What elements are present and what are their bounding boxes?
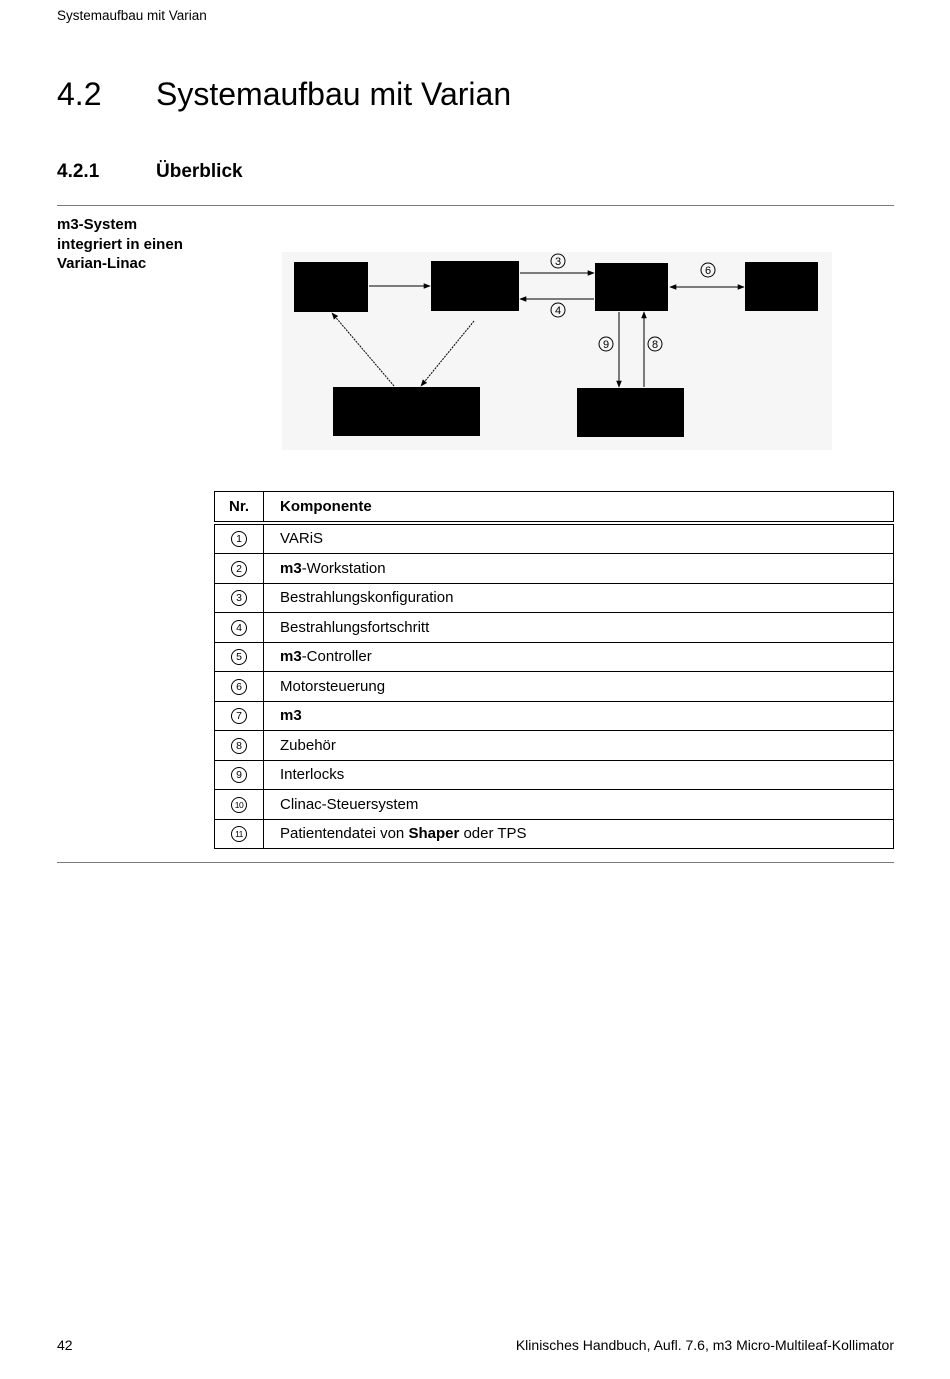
label-6-text: 6 xyxy=(704,265,712,277)
cell-nr xyxy=(215,583,264,613)
system-diagram-svg xyxy=(282,252,832,450)
cell-component xyxy=(264,523,894,554)
component-text: Clinac-Steuersystem xyxy=(280,795,419,813)
row-number-badge: 9 xyxy=(231,767,247,783)
table-row xyxy=(215,672,894,702)
component-text: Shaper xyxy=(408,825,460,843)
running-header: Systemaufbau mit Varian xyxy=(57,8,207,23)
box-clinac-control xyxy=(577,388,684,437)
footer-document-title: Klinisches Handbuch, Aufl. 7.6, m3 Micro-Multileaf-Kollimator xyxy=(515,1337,894,1353)
component-text: VARiS xyxy=(280,530,324,548)
component-text: m3 xyxy=(280,707,302,725)
component-text: -Controller xyxy=(301,648,372,666)
box-varis xyxy=(294,262,368,312)
cell-nr xyxy=(215,701,264,731)
side-label-line: m3-System xyxy=(57,216,138,233)
cell-nr xyxy=(215,731,264,761)
table-row xyxy=(215,554,894,584)
row-number-badge: 1 xyxy=(231,531,247,547)
row-number-badge: 10 xyxy=(231,797,247,813)
top-divider xyxy=(57,205,894,206)
table-row xyxy=(215,701,894,731)
label-9-text: 9 xyxy=(602,339,610,351)
component-text: Bestrahlungskonfiguration xyxy=(280,589,454,607)
cell-nr xyxy=(215,672,264,702)
table-row xyxy=(215,760,894,790)
row-number-badge: 4 xyxy=(231,620,247,636)
cell-component xyxy=(264,731,894,761)
table-row xyxy=(215,790,894,820)
cell-nr xyxy=(215,760,264,790)
table-row xyxy=(215,819,894,849)
cell-component xyxy=(264,583,894,613)
table-row xyxy=(215,642,894,672)
cell-nr xyxy=(215,554,264,584)
table-row xyxy=(215,613,894,643)
component-text: Patientendatei von xyxy=(280,825,409,843)
label-4-text: 4 xyxy=(554,305,562,317)
side-label-line: Varian-Linac xyxy=(57,255,147,272)
table-row xyxy=(215,523,894,554)
column-header-component: Komponente xyxy=(264,492,894,523)
table-header-row xyxy=(215,492,894,523)
column-header-nr: Nr. xyxy=(215,492,264,523)
box-controller xyxy=(595,263,668,311)
table-row xyxy=(215,583,894,613)
cell-component xyxy=(264,613,894,643)
row-number-badge: 8 xyxy=(231,738,247,754)
component-text: Zubehör xyxy=(280,736,336,754)
row-number-badge: 2 xyxy=(231,561,247,577)
box-m3 xyxy=(745,262,818,311)
footer-page-number: 42 xyxy=(57,1337,73,1353)
row-number-badge: 11 xyxy=(231,826,247,842)
section-number: 4.2 xyxy=(57,76,102,112)
cell-nr xyxy=(215,642,264,672)
components-table xyxy=(214,491,894,849)
cell-component xyxy=(264,790,894,820)
component-text: m3 xyxy=(280,559,302,577)
label-8-text: 8 xyxy=(651,339,659,351)
cell-component xyxy=(264,554,894,584)
component-text: m3 xyxy=(280,648,302,666)
subsection-number: 4.2.1 xyxy=(57,161,100,182)
label-3-text: 3 xyxy=(554,256,562,268)
subsection-title: Überblick xyxy=(156,161,243,182)
table-body xyxy=(215,523,894,849)
side-label-line: integriert in einen xyxy=(57,235,183,253)
bottom-divider xyxy=(57,862,894,863)
cell-nr xyxy=(215,613,264,643)
cell-component xyxy=(264,760,894,790)
cell-nr xyxy=(215,790,264,820)
cell-component xyxy=(264,672,894,702)
system-diagram xyxy=(282,252,832,450)
side-label xyxy=(57,215,217,274)
component-text: -Workstation xyxy=(301,559,386,577)
component-text: oder TPS xyxy=(459,825,527,843)
section-title: Systemaufbau mit Varian xyxy=(156,76,512,112)
cell-nr xyxy=(215,523,264,554)
box-workstation xyxy=(431,261,519,311)
cell-component xyxy=(264,642,894,672)
cell-nr xyxy=(215,819,264,849)
component-text: Interlocks xyxy=(280,766,345,784)
cell-component xyxy=(264,701,894,731)
cell-component xyxy=(264,819,894,849)
component-text: Motorsteuerung xyxy=(280,677,386,695)
component-text: Bestrahlungsfortschritt xyxy=(280,618,430,636)
row-number-badge: 5 xyxy=(231,649,247,665)
box-patient-file xyxy=(333,387,480,436)
row-number-badge: 7 xyxy=(231,708,247,724)
table-row xyxy=(215,731,894,761)
row-number-badge: 3 xyxy=(231,590,247,606)
row-number-badge: 6 xyxy=(231,679,247,695)
